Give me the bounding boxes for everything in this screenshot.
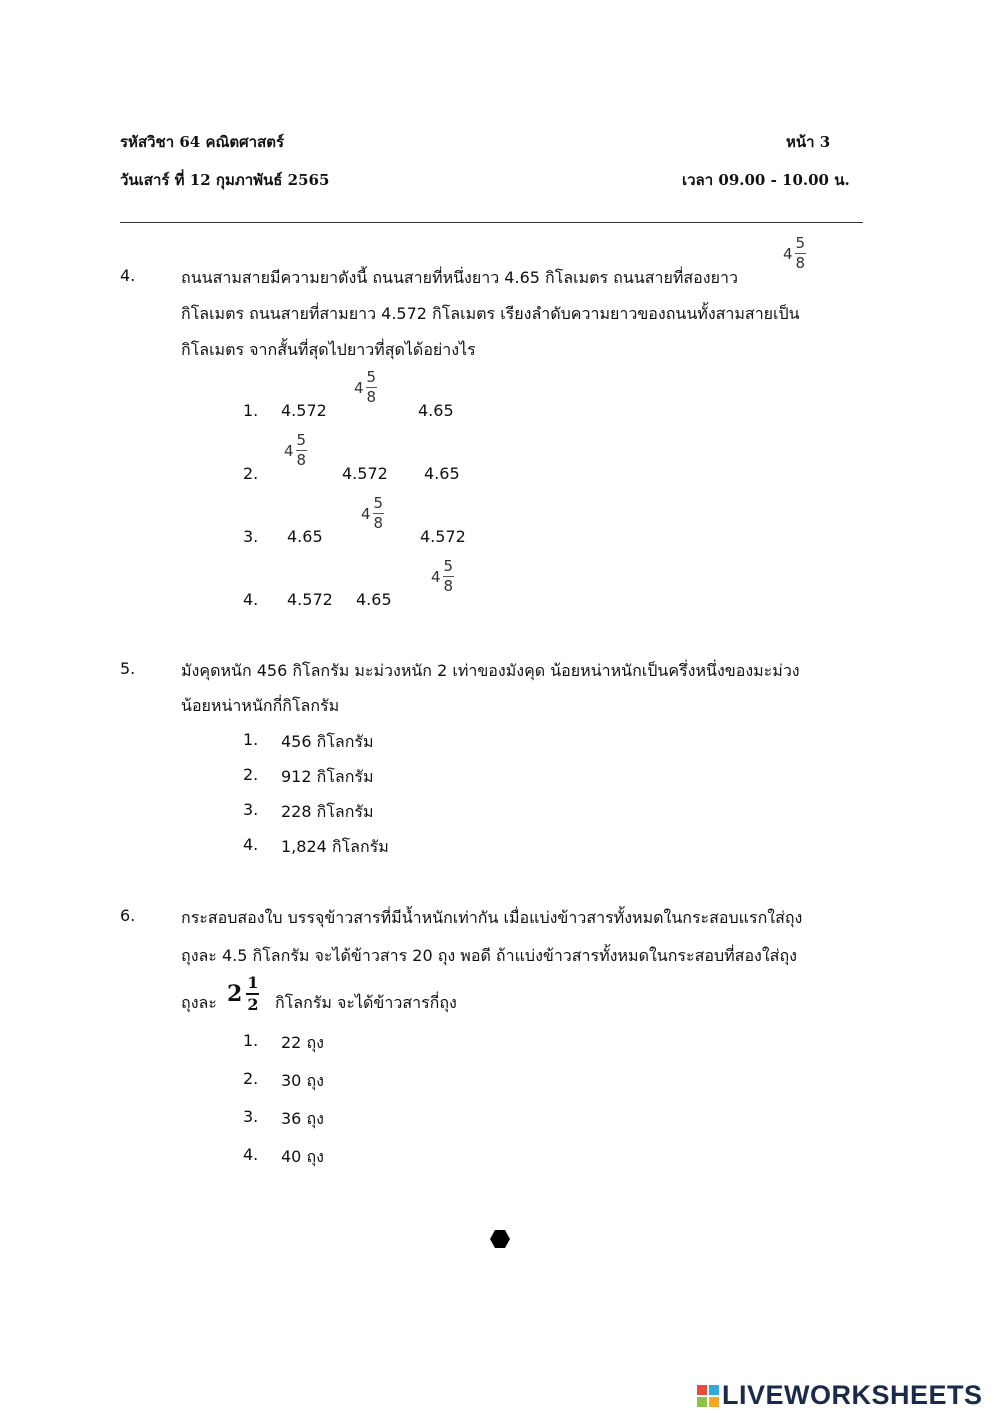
q4-option-4-number[interactable]: 4.: [243, 590, 259, 609]
q6-option-3-text[interactable]: 36 ถุง: [281, 1109, 324, 1128]
exam-time: เวลา 09.00 - 10.00 น.: [682, 171, 850, 189]
q4-number: 4.: [120, 266, 136, 285]
q4-option-4-value-b: 4.65: [356, 590, 392, 609]
q6-mixed-fraction: 2 $\frac{1}{2}$: [227, 973, 259, 1014]
q4-option-1-number[interactable]: 1.: [243, 401, 259, 420]
q4-option-1-value-b: 4.65: [418, 401, 454, 420]
subject-code: รหัสวิชา 64 คณิตศาสตร์: [120, 133, 285, 151]
q6-line-2: ถุงละ 4.5 กิโลกรัม จะได้ข้าวสาร 20 ถุง พอดี ถ้าแบ่งข้าวสารทั้งหมดในกระสอบที่สองใส่ถุง: [181, 946, 797, 965]
q4-fraction-in-stem: 4 $\frac{5}{8}$: [783, 234, 806, 272]
q5-number: 5.: [120, 659, 136, 678]
q4-option-3-value-b: 4.572: [420, 527, 466, 546]
q6-option-2-text[interactable]: 30 ถุง: [281, 1071, 324, 1090]
logo-square-1: [697, 1385, 707, 1395]
q5-option-4-text[interactable]: 1,824 กิโลกรัม: [281, 837, 389, 856]
q6-option-4-text[interactable]: 40 ถุง: [281, 1147, 324, 1166]
q5-option-1-number[interactable]: 1.: [243, 730, 259, 749]
q5-option-3-text[interactable]: 228 กิโลกรัม: [281, 802, 374, 821]
q5-line-2: น้อยหน่าหนักกี่กิโลกรัม: [181, 696, 340, 715]
q6-option-4-number[interactable]: 4.: [243, 1145, 259, 1164]
q4-line-3: กิโลเมตร จากสั้นที่สุดไปยาวที่สุดได้อย่างไร: [181, 340, 476, 359]
logo-square-4: [709, 1397, 719, 1407]
q4-option-2-value-a: 4.572: [342, 464, 388, 483]
q6-option-2-number[interactable]: 2.: [243, 1069, 259, 1088]
q4-option-3-value-a: 4.65: [287, 527, 323, 546]
q4-option-2-number[interactable]: 2.: [243, 464, 259, 483]
q4-option-2-fraction: 4 $\frac{5}{8}$: [284, 431, 307, 469]
logo-square-2: [709, 1385, 719, 1395]
q4-option-1-value-a: 4.572: [281, 401, 327, 420]
q5-option-4-number[interactable]: 4.: [243, 835, 259, 854]
liveworksheets-logo[interactable]: [697, 1380, 983, 1411]
q4-line-2: กิโลเมตร ถนนสายที่สามยาว 4.572 กิโลเมตร เรียงลำดับความยาวของถนนทั้งสามสายเป็น: [181, 304, 800, 323]
q4-option-3-number[interactable]: 3.: [243, 527, 259, 546]
exam-date: วันเสาร์ ที่ 12 กุมภาพันธ์ 2565: [120, 171, 330, 189]
q5-option-1-text[interactable]: 456 กิโลกรัม: [281, 732, 374, 751]
logo-squares-icon: [697, 1385, 719, 1407]
page-number: หน้า 3: [786, 133, 831, 151]
q5-option-2-text[interactable]: 912 กิโลกรัม: [281, 767, 374, 786]
header-divider: [120, 222, 863, 223]
q4-line-1: ถนนสามสายมีความยาดังนี้ ถนนสายที่หนึ่งยาว 4.65 กิโลเมตร ถนนสายที่สองยาว: [181, 268, 738, 287]
q6-line-1: กระสอบสองใบ บรรจุข้าวสารที่มีน้ำหนักเท่ากัน เมื่อแบ่งข้าวสารทั้งหมดในกระสอบแรกใส่ถุง: [181, 908, 803, 927]
logo-square-3: [697, 1397, 707, 1407]
q5-line-1: มังคุดหนัก 456 กิโลกรัม มะม่วงหนัก 2 เท่าของมังคุด น้อยหน่าหนักเป็นครึ่งหนึ่งของมะม่วง: [181, 661, 800, 680]
q4-option-4-fraction: 4 $\frac{5}{8}$: [431, 557, 454, 595]
q6-option-1-number[interactable]: 1.: [243, 1031, 259, 1050]
q6-line-3-prefix: ถุงละ: [181, 993, 217, 1012]
q4-option-1-fraction: 4 $\frac{5}{8}$: [354, 368, 377, 406]
q4-option-2-value-b: 4.65: [424, 464, 460, 483]
q6-line-3-suffix: กิโลกรัม จะได้ข้าวสารกี่ถุง: [275, 993, 457, 1012]
q5-option-3-number[interactable]: 3.: [243, 800, 259, 819]
q5-option-2-number[interactable]: 2.: [243, 765, 259, 784]
q6-number: 6.: [120, 906, 136, 925]
hexagon-marker-icon: [490, 1230, 510, 1248]
q4-option-3-fraction: 4 $\frac{5}{8}$: [361, 494, 384, 532]
q4-option-4-value-a: 4.572: [287, 590, 333, 609]
q6-option-1-text[interactable]: 22 ถุง: [281, 1033, 324, 1052]
q6-option-3-number[interactable]: 3.: [243, 1107, 259, 1126]
logo-text: LIVEWORKSHEETS: [722, 1380, 983, 1410]
